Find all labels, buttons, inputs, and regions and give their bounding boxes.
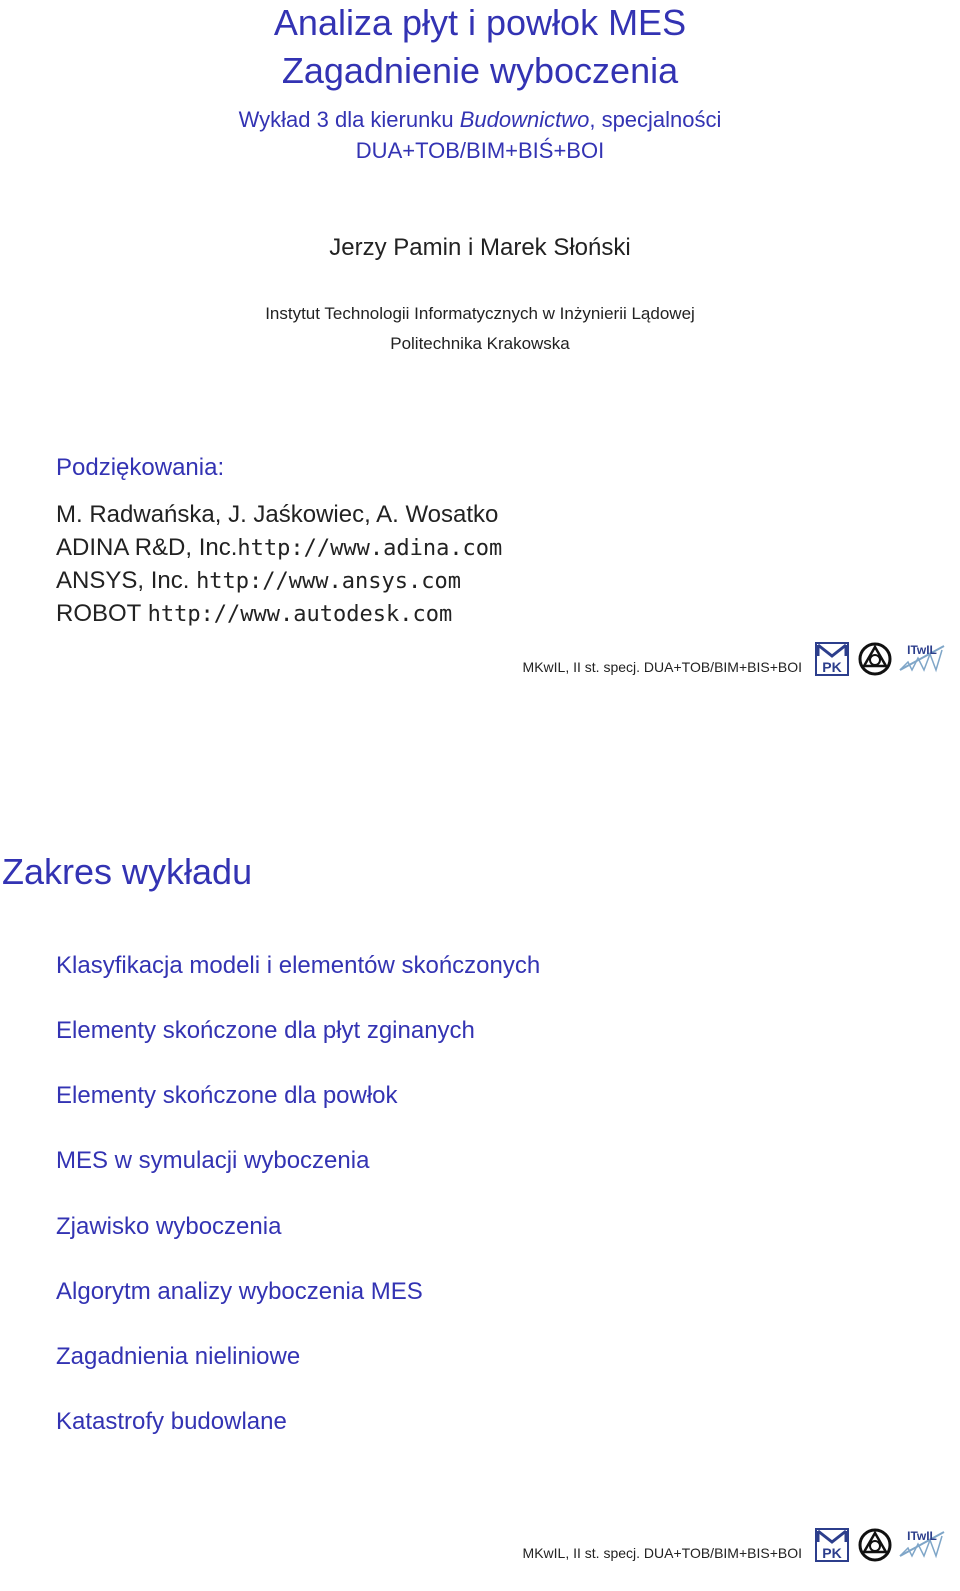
institute: Instytut Technologii Informatycznych w Inżynierii Lądowej <box>265 304 695 323</box>
ack-adina-label: ADINA R&D, Inc. <box>56 534 238 561</box>
slide-footer <box>0 1526 960 1566</box>
itwil-logo-icon <box>898 640 946 676</box>
subtitle-field: Budownictwo <box>459 107 590 132</box>
itwil-logo-icon <box>898 1526 946 1562</box>
pk-logo-icon <box>815 1528 849 1562</box>
itwil-logo-text: ITwIL <box>907 643 937 657</box>
footer-text: MKwIL, II st. specj. DUA+TOB/BIM+BIS+BOI <box>522 659 802 675</box>
toc-item[interactable]: Zjawisko wyboczenia <box>56 1213 282 1240</box>
toc-item[interactable]: Zagadnienia nieliniowe <box>56 1343 301 1370</box>
subtitle-line-1 <box>0 106 960 134</box>
ack-robot <box>56 599 452 630</box>
ack-people: M. Radwańska, J. Jaśkowiec, A. Wosatko <box>56 501 499 528</box>
ack-ansys <box>56 566 461 597</box>
ack-robot-label: ROBOT <box>56 600 148 627</box>
faculty-emblem-icon <box>858 1528 892 1562</box>
pk-logo-text: PK <box>822 659 842 675</box>
ansys-link[interactable]: http://www.ansys.com <box>196 569 461 594</box>
university: Politechnika Krakowska <box>390 334 570 353</box>
footer-text: MKwIL, II st. specj. DUA+TOB/BIM+BIS+BOI <box>522 1545 802 1561</box>
pk-logo-text: PK <box>822 1545 842 1561</box>
faculty-emblem-icon <box>858 642 892 676</box>
toc-item[interactable]: Klasyfikacja modeli i elementów skończonych <box>56 952 541 979</box>
slide-footer <box>0 640 960 680</box>
frame-title: Zakres wykładu <box>2 851 253 892</box>
acknowledgements-heading: Podziękowania: <box>56 454 225 481</box>
ack-ansys-label: ANSYS, Inc. <box>56 567 197 594</box>
subtitle-suffix: , specjalności <box>589 107 722 132</box>
toc-item[interactable]: Elementy skończone dla powłok <box>56 1082 398 1109</box>
adina-link[interactable]: http://www.adina.com <box>237 536 503 561</box>
subtitle-prefix: Wykład 3 dla kierunku <box>238 107 460 132</box>
title-line-2: Zagadnienie wyboczenia <box>281 50 679 91</box>
contents-slide <box>0 830 960 1591</box>
autodesk-link[interactable]: http://www.autodesk.com <box>147 602 453 627</box>
itwil-logo-text: ITwIL <box>907 1529 937 1543</box>
title-line-1: Analiza płyt i powłok MES <box>273 2 687 43</box>
toc-item[interactable]: Katastrofy budowlane <box>56 1408 287 1435</box>
subtitle-line-2: DUA+TOB/BIM+BIŚ+BOI <box>355 138 605 163</box>
title-slide <box>0 0 960 700</box>
ack-adina <box>56 533 502 564</box>
toc-item[interactable]: MES w symulacji wyboczenia <box>56 1147 370 1174</box>
authors: Jerzy Pamin i Marek Słoński <box>329 234 631 261</box>
toc-item[interactable]: Algorytm analizy wyboczenia MES <box>56 1278 423 1305</box>
toc-item[interactable]: Elementy skończone dla płyt zginanych <box>56 1017 475 1044</box>
pk-logo-icon <box>815 642 849 676</box>
